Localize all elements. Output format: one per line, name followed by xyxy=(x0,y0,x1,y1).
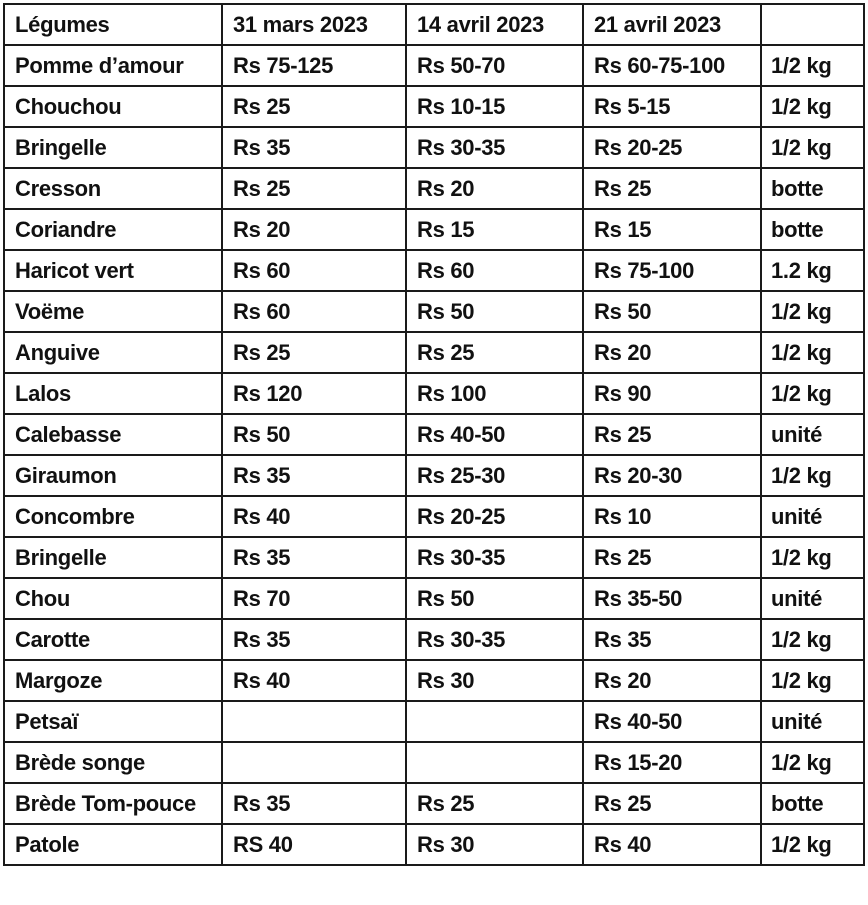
unit-cell: 1/2 kg xyxy=(761,660,864,701)
table-row xyxy=(4,701,864,742)
vegetable-name-cell: Margoze xyxy=(4,660,222,701)
price-14-avril-cell: Rs 50-70 xyxy=(406,45,583,86)
unit-cell: 1/2 kg xyxy=(761,742,864,783)
vegetable-name-cell: Giraumon xyxy=(4,455,222,496)
table-row xyxy=(4,660,864,701)
vegetable-name-cell: Haricot vert xyxy=(4,250,222,291)
vegetable-name-cell: Patole xyxy=(4,824,222,865)
price-31-mars-cell: Rs 70 xyxy=(222,578,406,619)
price-31-mars-cell: Rs 35 xyxy=(222,537,406,578)
table-row xyxy=(4,414,864,455)
unit-cell: 1/2 kg xyxy=(761,332,864,373)
price-31-mars-cell xyxy=(222,742,406,783)
price-14-avril-cell: Rs 40-50 xyxy=(406,414,583,455)
price-21-avril-cell: Rs 15 xyxy=(583,209,761,250)
table-row xyxy=(4,455,864,496)
price-14-avril-cell: Rs 30-35 xyxy=(406,619,583,660)
price-14-avril-cell: Rs 30-35 xyxy=(406,127,583,168)
header-date-21-avril: 21 avril 2023 xyxy=(583,4,761,45)
table-row xyxy=(4,209,864,250)
price-31-mars-cell: Rs 60 xyxy=(222,291,406,332)
header-unit xyxy=(761,4,864,45)
unit-cell: 1/2 kg xyxy=(761,537,864,578)
price-21-avril-cell: Rs 60-75-100 xyxy=(583,45,761,86)
price-31-mars-cell: Rs 120 xyxy=(222,373,406,414)
unit-cell: botte xyxy=(761,168,864,209)
unit-cell: 1/2 kg xyxy=(761,373,864,414)
price-31-mars-cell: Rs 25 xyxy=(222,168,406,209)
price-31-mars-cell: Rs 35 xyxy=(222,619,406,660)
price-21-avril-cell: Rs 25 xyxy=(583,537,761,578)
table-row xyxy=(4,783,864,824)
price-21-avril-cell: Rs 5-15 xyxy=(583,86,761,127)
table-row xyxy=(4,537,864,578)
header-date-31-mars: 31 mars 2023 xyxy=(222,4,406,45)
table-header-row xyxy=(4,4,864,45)
table-row xyxy=(4,496,864,537)
table-row xyxy=(4,742,864,783)
price-31-mars-cell: Rs 35 xyxy=(222,783,406,824)
table-row xyxy=(4,168,864,209)
price-31-mars-cell: Rs 40 xyxy=(222,660,406,701)
price-21-avril-cell: Rs 20 xyxy=(583,332,761,373)
price-14-avril-cell: Rs 25-30 xyxy=(406,455,583,496)
price-21-avril-cell: Rs 35 xyxy=(583,619,761,660)
table-row xyxy=(4,332,864,373)
table-row xyxy=(4,291,864,332)
price-14-avril-cell: Rs 50 xyxy=(406,291,583,332)
price-31-mars-cell xyxy=(222,701,406,742)
price-31-mars-cell: Rs 20 xyxy=(222,209,406,250)
table-row xyxy=(4,578,864,619)
unit-cell: unité xyxy=(761,414,864,455)
price-14-avril-cell: Rs 30-35 xyxy=(406,537,583,578)
price-31-mars-cell: Rs 75-125 xyxy=(222,45,406,86)
unit-cell: 1/2 kg xyxy=(761,619,864,660)
table-row xyxy=(4,373,864,414)
unit-cell: 1/2 kg xyxy=(761,86,864,127)
unit-cell: 1.2 kg xyxy=(761,250,864,291)
vegetable-name-cell: Chou xyxy=(4,578,222,619)
price-21-avril-cell: Rs 25 xyxy=(583,783,761,824)
price-21-avril-cell: Rs 20-30 xyxy=(583,455,761,496)
price-31-mars-cell: RS 40 xyxy=(222,824,406,865)
price-table-body xyxy=(4,4,864,865)
vegetable-name-cell: Bringelle xyxy=(4,127,222,168)
price-14-avril-cell: Rs 15 xyxy=(406,209,583,250)
vegetable-name-cell: Brède songe xyxy=(4,742,222,783)
unit-cell: 1/2 kg xyxy=(761,455,864,496)
price-21-avril-cell: Rs 15-20 xyxy=(583,742,761,783)
unit-cell: botte xyxy=(761,209,864,250)
price-14-avril-cell: Rs 100 xyxy=(406,373,583,414)
vegetable-price-table xyxy=(3,3,865,866)
price-14-avril-cell: Rs 20 xyxy=(406,168,583,209)
price-14-avril-cell: Rs 25 xyxy=(406,332,583,373)
vegetable-name-cell: Bringelle xyxy=(4,537,222,578)
vegetable-name-cell: Coriandre xyxy=(4,209,222,250)
vegetable-name-cell: Voëme xyxy=(4,291,222,332)
table-row xyxy=(4,45,864,86)
unit-cell: 1/2 kg xyxy=(761,291,864,332)
price-21-avril-cell: Rs 20 xyxy=(583,660,761,701)
table-row xyxy=(4,250,864,291)
price-21-avril-cell: Rs 20-25 xyxy=(583,127,761,168)
price-21-avril-cell: Rs 75-100 xyxy=(583,250,761,291)
price-21-avril-cell: Rs 40-50 xyxy=(583,701,761,742)
table-row xyxy=(4,86,864,127)
price-14-avril-cell: Rs 50 xyxy=(406,578,583,619)
header-vegetable: Légumes xyxy=(4,4,222,45)
unit-cell: unité xyxy=(761,701,864,742)
price-31-mars-cell: Rs 25 xyxy=(222,332,406,373)
unit-cell: 1/2 kg xyxy=(761,824,864,865)
vegetable-name-cell: Brède Tom-pouce xyxy=(4,783,222,824)
price-21-avril-cell: Rs 90 xyxy=(583,373,761,414)
price-21-avril-cell: Rs 25 xyxy=(583,168,761,209)
price-21-avril-cell: Rs 10 xyxy=(583,496,761,537)
price-31-mars-cell: Rs 50 xyxy=(222,414,406,455)
vegetable-name-cell: Lalos xyxy=(4,373,222,414)
table-row xyxy=(4,824,864,865)
price-21-avril-cell: Rs 35-50 xyxy=(583,578,761,619)
unit-cell: 1/2 kg xyxy=(761,127,864,168)
price-14-avril-cell: Rs 30 xyxy=(406,660,583,701)
vegetable-name-cell: Anguive xyxy=(4,332,222,373)
vegetable-name-cell: Cresson xyxy=(4,168,222,209)
vegetable-name-cell: Calebasse xyxy=(4,414,222,455)
price-31-mars-cell: Rs 35 xyxy=(222,455,406,496)
price-14-avril-cell: Rs 10-15 xyxy=(406,86,583,127)
price-14-avril-cell: Rs 60 xyxy=(406,250,583,291)
vegetable-name-cell: Chouchou xyxy=(4,86,222,127)
vegetable-name-cell: Carotte xyxy=(4,619,222,660)
price-14-avril-cell: Rs 20-25 xyxy=(406,496,583,537)
price-21-avril-cell: Rs 50 xyxy=(583,291,761,332)
price-14-avril-cell xyxy=(406,701,583,742)
price-31-mars-cell: Rs 25 xyxy=(222,86,406,127)
price-14-avril-cell xyxy=(406,742,583,783)
price-14-avril-cell: Rs 30 xyxy=(406,824,583,865)
price-21-avril-cell: Rs 25 xyxy=(583,414,761,455)
table-row xyxy=(4,619,864,660)
vegetable-name-cell: Concombre xyxy=(4,496,222,537)
price-21-avril-cell: Rs 40 xyxy=(583,824,761,865)
price-31-mars-cell: Rs 35 xyxy=(222,127,406,168)
table-row xyxy=(4,127,864,168)
header-date-14-avril: 14 avril 2023 xyxy=(406,4,583,45)
price-31-mars-cell: Rs 60 xyxy=(222,250,406,291)
vegetable-name-cell: Pomme d’amour xyxy=(4,45,222,86)
unit-cell: botte xyxy=(761,783,864,824)
unit-cell: unité xyxy=(761,578,864,619)
unit-cell: 1/2 kg xyxy=(761,45,864,86)
vegetable-name-cell: Petsaï xyxy=(4,701,222,742)
price-14-avril-cell: Rs 25 xyxy=(406,783,583,824)
price-31-mars-cell: Rs 40 xyxy=(222,496,406,537)
unit-cell: unité xyxy=(761,496,864,537)
